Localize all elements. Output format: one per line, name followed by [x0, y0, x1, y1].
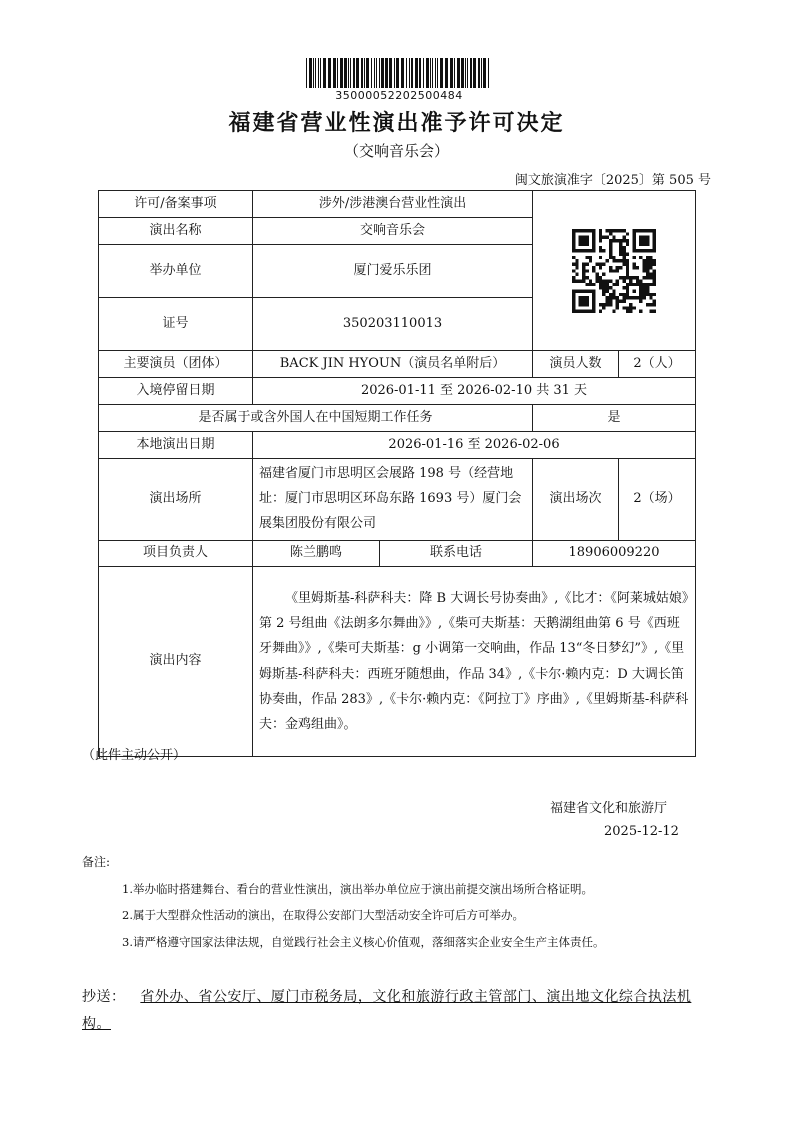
permit-table — [98, 190, 696, 757]
barcode-number: 35000052202500484 — [335, 89, 463, 102]
local-dates-value: 2026-01-16 至 2026-02-06 — [253, 432, 696, 459]
sessions-label: 演出场次 — [533, 459, 619, 541]
document-number: 闽文旅演准字〔2025〕第 505 号 — [514, 173, 711, 188]
issuing-authority: 福建省文化和旅游厅 — [550, 801, 668, 816]
qr-cell — [533, 191, 696, 351]
performance-content-value: 《里姆斯基-科萨科夫：降 B 大调长号协奏曲》,《比才：《阿莱城姑娘》第 2 号组曲《法朗多尔舞曲》》,《柴可夫斯基：天鹅湖组曲第 6 号《西班牙舞曲》》,《柴可夫斯基：g 小调第一交响曲，作品 13“冬日梦幻”》,《里姆斯基-科萨科夫：西班牙随想曲，作品 34》,《卡尔·赖内克：D 大调长笛协奏曲，作品 283》,《卡尔·赖内克：《阿拉丁》序曲》,《里姆斯基-科萨科夫：金鸡组曲》。 — [253, 567, 696, 757]
stay-dates-label: 入境停留日期 — [99, 378, 253, 405]
organizer-value: 厦门爱乐乐团 — [253, 245, 533, 298]
organizer-label: 举办单位 — [99, 245, 253, 298]
cc-section — [82, 984, 714, 1038]
document-title: 福建省营业性演出准予许可决定 — [228, 110, 565, 136]
venue-value: 福建省厦门市思明区会展路 198 号（经营地址：厦门市思明区环岛东路 1693 号）厦门会展集团股份有限公司 — [253, 459, 533, 541]
note-item: 3.请严格遵守国家法律法规，自觉践行社会主义核心价值观，落细落实企业安全生产主体责任。 — [122, 935, 605, 949]
notes-label: 备注: — [82, 855, 111, 869]
contact-phone-label: 联系电话 — [380, 541, 533, 567]
main-performer-label: 主要演员（团体） — [99, 351, 253, 378]
cc-label: 抄送： — [82, 989, 126, 1005]
note-item: 2.属于大型群众性活动的演出，在取得公安部门大型活动安全许可后方可举办。 — [122, 908, 524, 922]
project-manager-label: 项目负责人 — [99, 541, 253, 567]
performer-count-value: 2（人） — [619, 351, 696, 378]
venue-label: 演出场所 — [99, 459, 253, 541]
project-manager-value: 陈兰鹏鸣 — [253, 541, 380, 567]
public-disclosure-note: （此件主动公开） — [82, 748, 187, 763]
qr-code-icon — [572, 229, 656, 313]
performer-count-label: 演员人数 — [533, 351, 619, 378]
short-term-work-question: 是否属于或含外国人在中国短期工作任务 — [99, 405, 533, 432]
stay-dates-value: 2026-01-11 至 2026-02-10 共 31 天 — [253, 378, 696, 405]
local-dates-label: 本地演出日期 — [99, 432, 253, 459]
performance-name-value: 交响音乐会 — [253, 218, 533, 245]
license-number-value: 350203110013 — [253, 298, 533, 351]
contact-phone-value: 18906009220 — [533, 541, 696, 567]
sessions-value: 2（场） — [619, 459, 696, 541]
performance-content-label: 演出内容 — [99, 567, 253, 757]
document-subtitle: （交响音乐会） — [343, 142, 449, 160]
license-number-label: 证号 — [99, 298, 253, 351]
cc-recipients: 省外办、省公安厅、厦门市税务局，文化和旅游行政主管部门、演出地文化综合执法机构。 — [82, 989, 692, 1032]
barcode — [306, 58, 492, 88]
short-term-work-answer: 是 — [533, 405, 696, 432]
permit-type-value: 涉外/涉港澳台营业性演出 — [253, 191, 533, 218]
performance-name-label: 演出名称 — [99, 218, 253, 245]
permit-type-label: 许可/备案事项 — [99, 191, 253, 218]
issue-date: 2025-12-12 — [604, 824, 679, 839]
main-performer-value: BACK JIN HYOUN（演员名单附后） — [253, 351, 533, 378]
note-item: 1.举办临时搭建舞台、看台的营业性演出，演出举办单位应于演出前提交演出场所合格证明。 — [122, 882, 593, 896]
